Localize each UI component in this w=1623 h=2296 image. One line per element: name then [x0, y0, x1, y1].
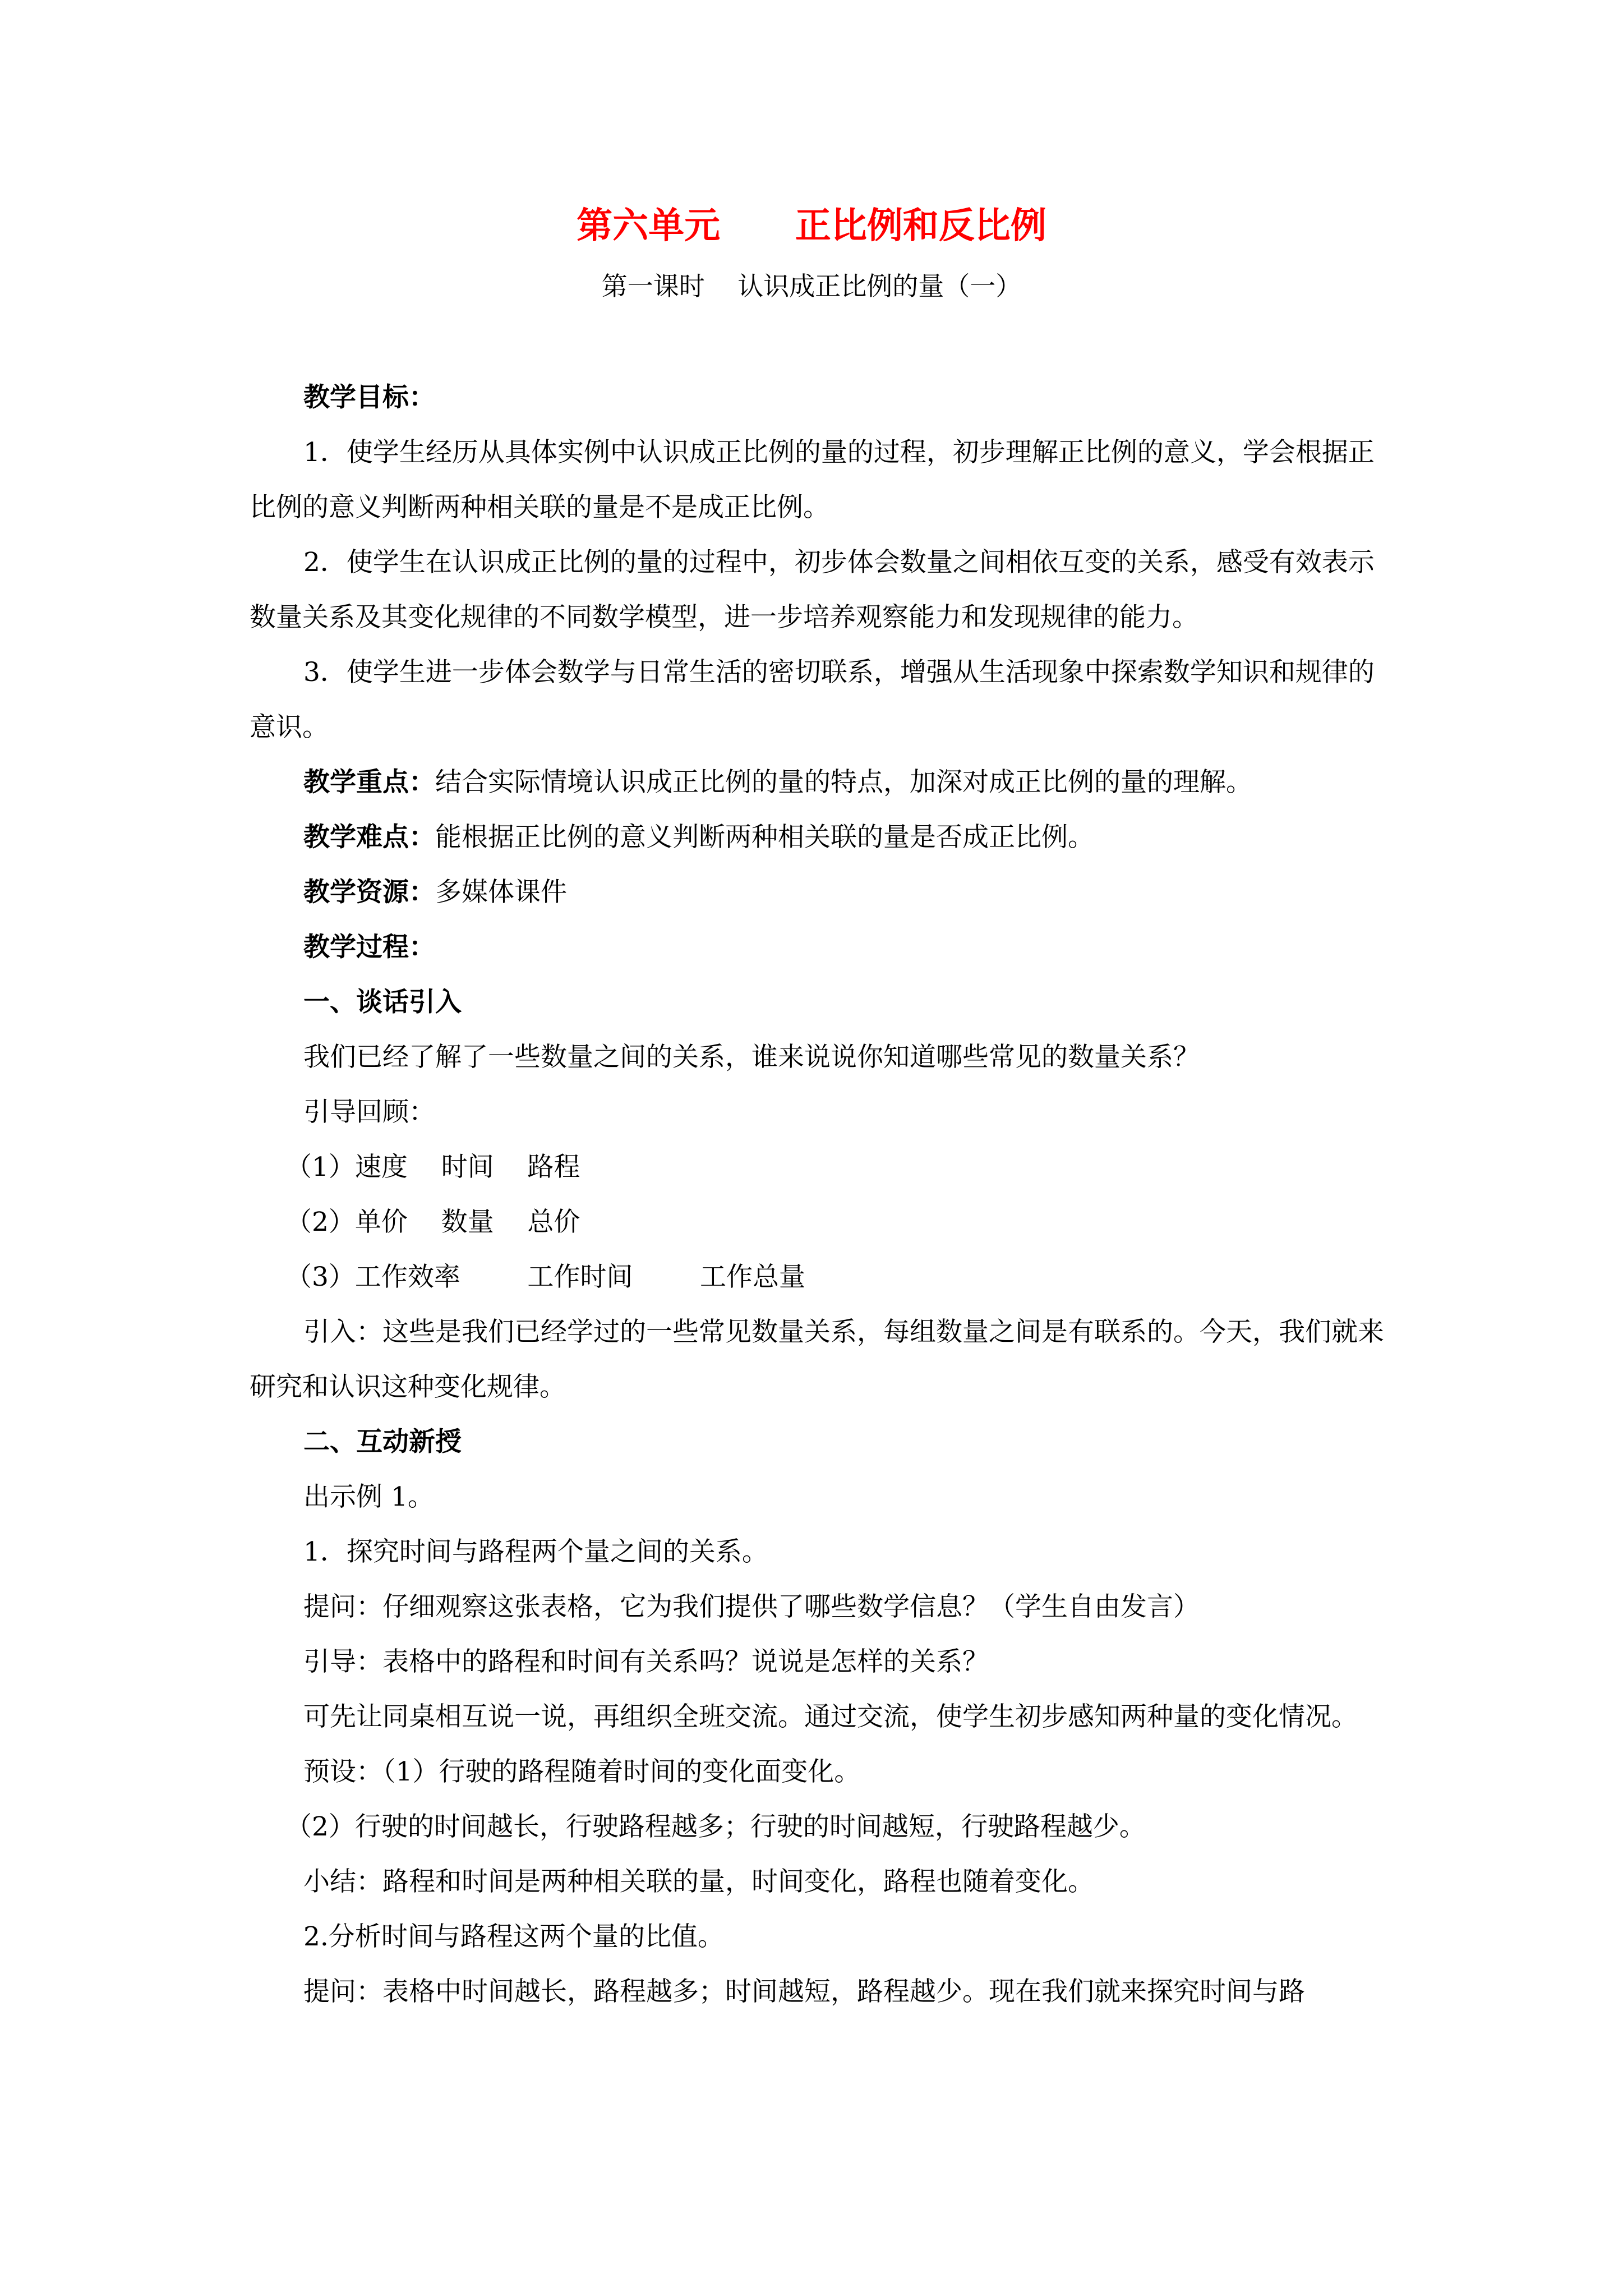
key-points — [250, 755, 1388, 810]
section-heading: 二、互动新授 — [303, 1427, 462, 1457]
key-points-label: 教学重点： — [303, 767, 435, 798]
paragraph: 引导回顾： — [303, 1097, 435, 1128]
lesson-title: 第一课时 认识成正比例的量（一） — [601, 271, 1022, 301]
resources-label: 教学资源： — [303, 877, 435, 908]
objective-item: 2．使学生在认识成正比例的量的过程中，初步体会数量之间相依互变的关系，感受有效表示数量关系及其变化规律的不同数学模型，进一步培养观察能力和发现规律的能力。 — [250, 547, 1375, 633]
paragraph: 可先让同桌相互说一说，再组织全班交流。通过交流，使学生初步感知两种量的变化情况。 — [303, 1701, 1358, 1732]
paragraph: 引入：这些是我们已经学过的一些常见数量关系，每组数量之间是有联系的。今天，我们就来研究和认识这种变化规律。 — [250, 1317, 1384, 1402]
list-item: （1）速度 时间 路程 — [285, 1152, 580, 1182]
paragraph: 2.分析时间与路程这两个量的比值。 — [303, 1921, 724, 1952]
document-body — [250, 370, 1388, 2019]
difficulties-label: 教学难点： — [303, 822, 435, 853]
resources — [250, 865, 1388, 920]
objective-item: 1．使学生经历从具体实例中认识成正比例的量的过程，初步理解正比例的意义，学会根据正比例的意义判断两种相关联的量是不是成正比例。 — [250, 437, 1375, 523]
key-points-text: 结合实际情境认识成正比例的量的特点，加深对成正比例的量的理解。 — [435, 767, 1252, 798]
paragraph: （2）行驶的时间越长，行驶路程越多；行驶的时间越短，行驶路程越少。 — [285, 1811, 1146, 1842]
list-item: （3）工作效率 工作时间 工作总量 — [285, 1262, 805, 1292]
objective-item: 3．使学生进一步体会数学与日常生活的密切联系，增强从生活现象中探索数学知识和规律的意识。 — [250, 657, 1375, 743]
paragraph: 引导：表格中的路程和时间有关系吗？说说是怎样的关系？ — [303, 1646, 989, 1677]
objectives-heading: 教学目标： — [303, 382, 435, 413]
list-item: （2）单价 数量 总价 — [285, 1207, 580, 1237]
resources-text: 多媒体课件 — [435, 877, 567, 908]
paragraph: 预设：（1）行驶的路程随着时间的变化面变化。 — [303, 1756, 861, 1787]
paragraph: 出示例 1。 — [303, 1481, 434, 1512]
section-heading: 一、谈话引入 — [303, 987, 462, 1018]
difficulties-text: 能根据正比例的意义判断两种相关联的量是否成正比例。 — [435, 822, 1094, 853]
paragraph: 我们已经了解了一些数量之间的关系，谁来说说你知道哪些常见的数量关系？ — [303, 1042, 1200, 1073]
paragraph: 1．探究时间与路程两个量之间的关系。 — [303, 1536, 768, 1567]
paragraph: 小结：路程和时间是两种相关联的量，时间变化，路程也随着变化。 — [303, 1866, 1094, 1897]
paragraph: 提问：仔细观察这张表格，它为我们提供了哪些数学信息？（学生自由发言） — [303, 1591, 1200, 1622]
process-heading: 教学过程： — [303, 932, 435, 963]
difficulties — [250, 810, 1388, 865]
paragraph: 提问：表格中时间越长，路程越多；时间越短，路程越少。现在我们就来探究时间与路 — [303, 1976, 1305, 2007]
unit-title: 第六单元 正比例和反比例 — [577, 205, 1046, 247]
